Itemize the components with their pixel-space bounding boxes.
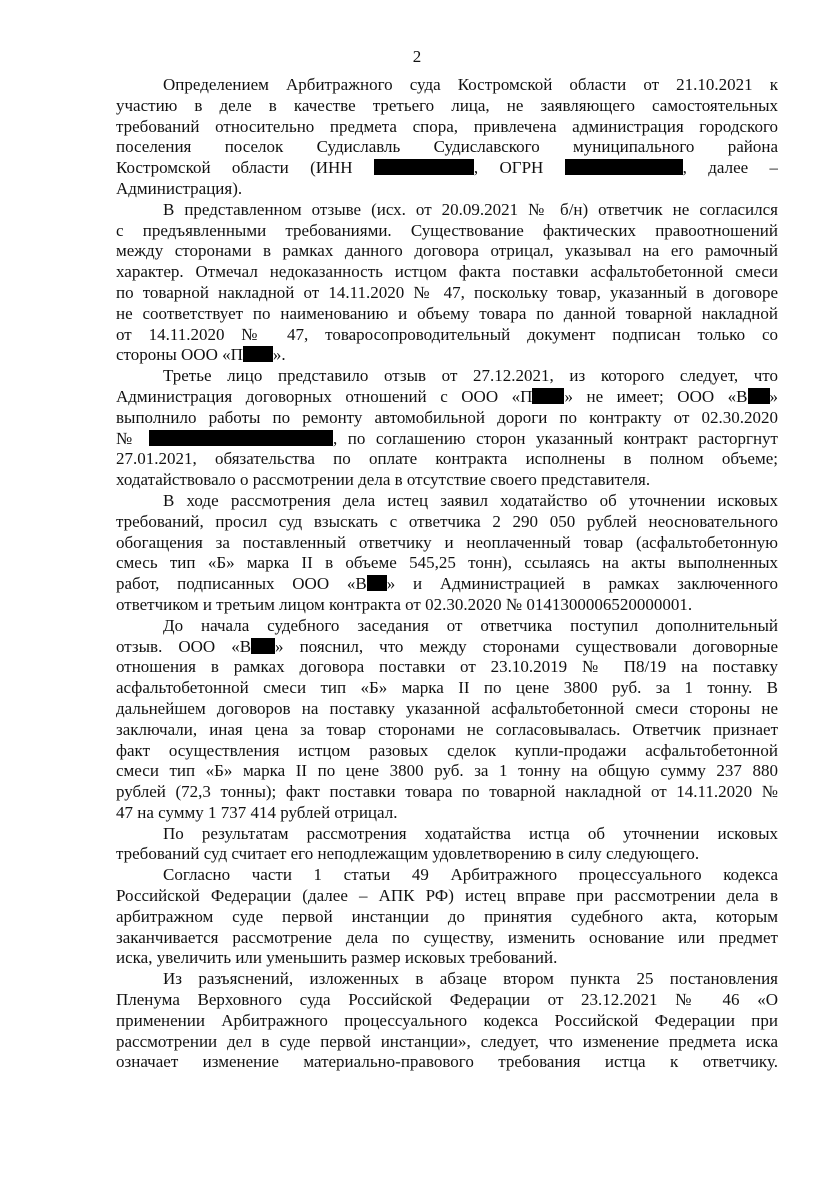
text-line: выполнило работы по ремонту автомобильной дороги по контракту от 02.30.2020: [116, 407, 778, 427]
text-line: В представленном отзыве (исх. от 20.09.2021 № б/н) ответчик не согласился: [163, 199, 778, 219]
text-line: не соответствует по наименованию и объему товара по данной товарной накладной: [116, 303, 778, 323]
text-span: » и Администрацией в рамках заключенного: [386, 574, 778, 594]
text-line: Согласно части 1 статьи 49 Арбитражного процессуального кодекса: [163, 865, 778, 885]
text-span: №: [116, 428, 150, 448]
redaction-block: [251, 638, 275, 654]
text-line: Определением Арбитражного суда Костромской области от 21.10.2021 к: [163, 75, 778, 94]
text-line: обогащения за поставленный ответчику и неоплаченный товар (асфальтобетонную: [116, 532, 778, 552]
redaction-block: [748, 388, 770, 404]
text-line: по товарной накладной от 14.11.2020 № 47, поскольку товар, указанный в договоре: [116, 282, 778, 302]
text-line: означает изменение материально-правового требования истца к ответчику.: [116, 1052, 778, 1072]
text-line: заканчивается рассмотрение дела по существу, изменить основание или предмет: [116, 927, 778, 947]
text-line: ответчиком и третьим лицом контракта от 02.30.2020 № 0141300006520000001.: [116, 594, 693, 614]
text-line: характер. Отмечал недоказанность истцом факта поставки асфальтобетонной смеси: [116, 262, 778, 282]
text-line: смесь тип «Б» марка II в объеме 545,25 тонн), ссылаясь на акты выполненных: [116, 553, 778, 573]
text-line: факт осуществления истцом разовых сделок купли-продажи асфальтобетонной: [116, 740, 778, 760]
redaction-block: [367, 575, 387, 591]
text-line: рублей (72,3 тонны); факт поставки товара по товарной накладной от 14.11.2020 №: [116, 782, 778, 802]
text-line: Из разъяснений, изложенных в абзаце втором пункта 25 постановления: [163, 969, 778, 989]
text-line: До начала судебного заседания от ответчика поступил дополнительный: [163, 615, 778, 635]
text-line: участию в деле в качестве третьего лица, не заявляющего самостоятельных: [116, 95, 778, 115]
text-span: ».: [272, 345, 286, 365]
text-line: смеси тип «Б» марка II по цене 3800 руб. за 1 тонну на общую сумму 237 880: [116, 761, 778, 781]
text-line: требований суд считает его неподлежащим удовлетворению в силу следующего.: [116, 844, 700, 864]
text-line: [116, 158, 778, 179]
text-line: асфальтобетонной смеси тип «Б» марка II по цене 3800 руб. за 1 тонну. В: [116, 678, 778, 698]
text-line: По результатам рассмотрения ходатайства истца об уточнении исковых: [163, 823, 778, 843]
text-span: Администрация договорных отношений с ООО «П: [116, 386, 533, 406]
text-line: 47 на сумму 1 737 414 рублей отрицал.: [116, 802, 398, 822]
text-line: отношения в рамках договора поставки от 23.10.2019 № П8/19 на поставку: [116, 657, 778, 677]
page-number: 2: [412, 47, 422, 66]
text-span: »: [769, 386, 778, 406]
text-line: рассмотрении дел в суде первой инстанции», следует, что изменение предмета иска: [116, 1031, 778, 1051]
text-line: требований, просил суд взыскать с ответчика 2 290 050 рублей неосновательного: [116, 511, 778, 531]
text-line: [116, 574, 778, 595]
text-span: » пояснил, что между сторонами существовали договорные: [275, 636, 778, 656]
redaction-block: [149, 430, 333, 446]
text-line: с предъявленными требованиями. Существование фактических правоотношений: [116, 220, 778, 240]
text-line: иска, увеличить или уменьшить размер исковых требований.: [116, 948, 558, 968]
text-line: применении Арбитражного процессуального кодекса Российской Федерации при: [116, 1010, 778, 1030]
text-line: [116, 429, 778, 450]
text-line: [116, 387, 778, 408]
text-line: Третье лицо представило отзыв от 27.12.2021, из которого следует, что: [163, 366, 778, 386]
document-body: [116, 75, 778, 1073]
text-line: дальнейшем договоров на поставку указанной асфальтобетонной смеси стороны не: [116, 698, 778, 718]
text-line: требований относительно предмета спора, привлечена администрация городского: [116, 116, 778, 136]
text-span: Костромской области (ИНН: [116, 158, 374, 178]
redaction-block: [565, 159, 683, 175]
text-span: работ, подписанных ООО «В: [116, 574, 367, 594]
text-span: , по соглашению сторон указанный контракт расторгнут: [333, 428, 778, 448]
text-span: , ОГРН: [473, 158, 565, 178]
text-line: ходатайствовало о рассмотрении дела в отсутствие своего представителя.: [116, 470, 651, 490]
text-line: от 14.11.2020 № 47, товаросопроводительный документ подписан только со: [116, 324, 778, 344]
text-line: Пленума Верховного суда Российской Федерации от 23.12.2021 № 46 «О: [116, 990, 778, 1010]
text-span: стороны ООО «П: [116, 345, 243, 365]
text-span: , далее –: [682, 158, 778, 178]
text-line: поселения поселок Судиславль Судиславского муниципального района: [116, 137, 778, 157]
redaction-block: [243, 346, 273, 362]
text-line: [116, 637, 778, 658]
text-line: Администрация).: [116, 178, 243, 198]
text-line: между сторонами в рамках данного договора отрицал, указывал на его рамочный: [116, 241, 778, 261]
text-span: отзыв. ООО «В: [116, 636, 252, 656]
text-line: 27.01.2021, обязательства по оплате контракта исполнены в полном объеме;: [116, 449, 778, 469]
redaction-block: [374, 159, 474, 175]
text-span: » не имеет; ООО «В: [564, 386, 748, 406]
redaction-block: [532, 388, 564, 404]
text-line: [116, 345, 778, 366]
text-line: заключали, иная цена за товар сторонами не согласовывалась. Ответчик признает: [116, 719, 778, 739]
text-line: В ходе рассмотрения дела истец заявил ходатайство об уточнении исковых: [163, 490, 778, 510]
text-line: Российской Федерации (далее – АПК РФ) истец вправе при рассмотрении дела в: [116, 886, 778, 906]
text-line: арбитражном суде первой инстанции до принятия судебного акта, которым: [116, 906, 778, 926]
